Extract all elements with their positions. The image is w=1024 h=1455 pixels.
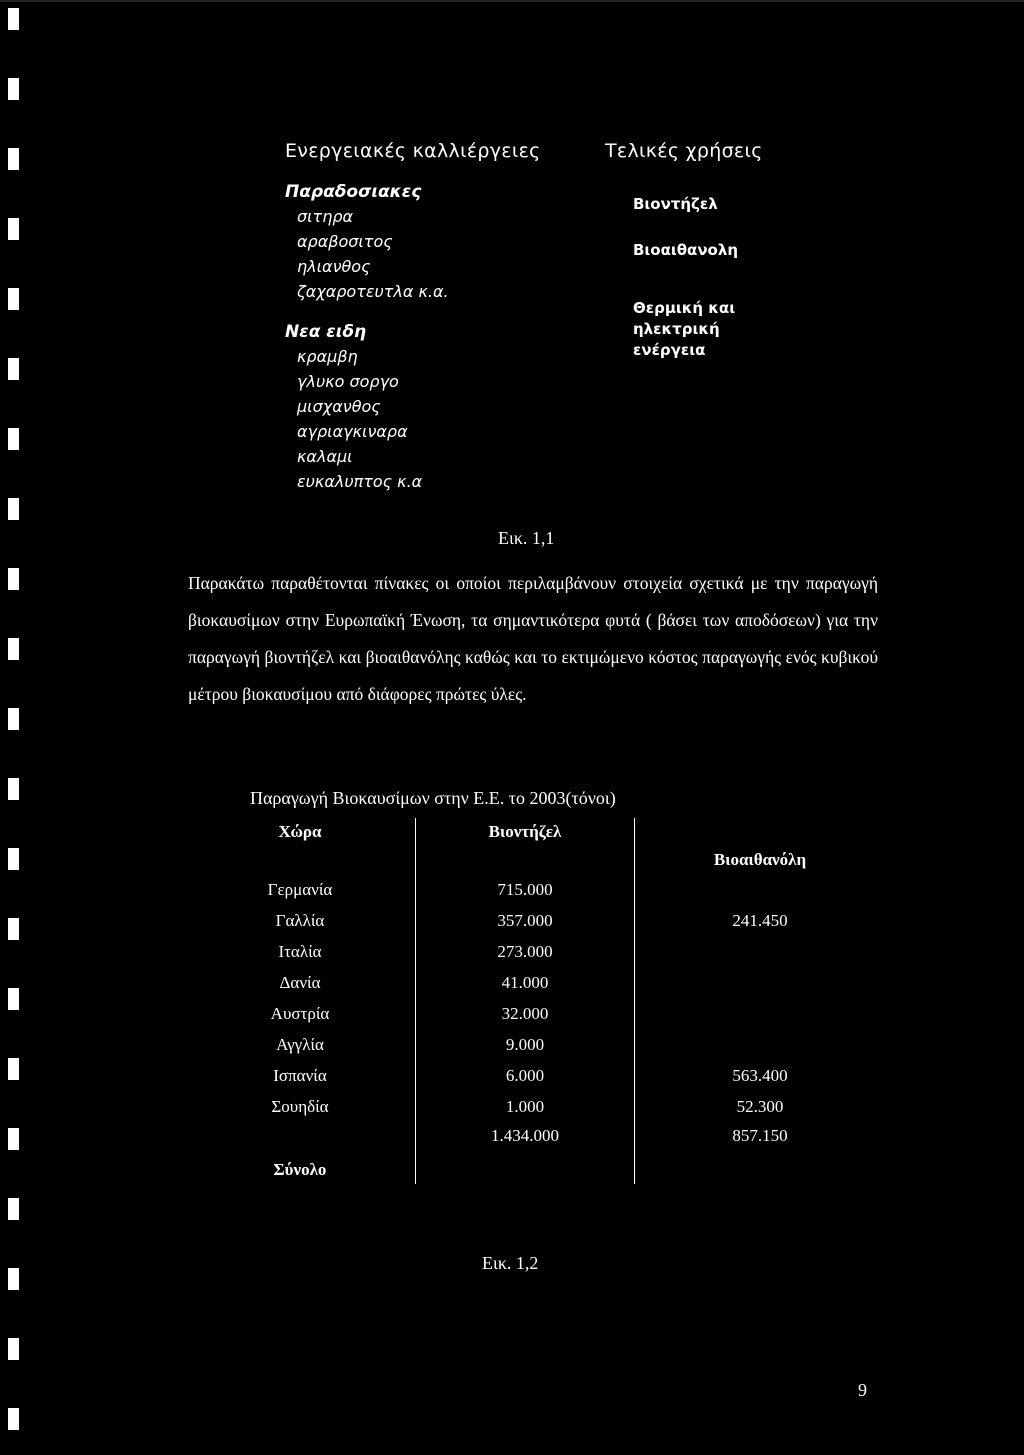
table-title: Παραγωγή Βιοκαυσίμων στην Ε.Ε. το 2003(τόνοι) bbox=[250, 788, 616, 808]
cell-country: Αγγλία bbox=[276, 1034, 324, 1054]
table-row bbox=[185, 1029, 885, 1060]
table-row bbox=[185, 905, 885, 936]
list-item: ζαχαροτευτλα κ.α. bbox=[297, 282, 449, 301]
header-country: Χώρα bbox=[278, 822, 322, 841]
list-item: αραβοσιτος bbox=[297, 232, 393, 251]
list-item: αγριαγκιναρα bbox=[297, 422, 408, 441]
cell-biodiesel: 1.000 bbox=[416, 1091, 635, 1122]
cell-biodiesel: 6.000 bbox=[416, 1060, 635, 1091]
final-uses-header: Τελικές χρήσεις bbox=[605, 140, 763, 162]
use-biodiesel: Βιοντήζελ bbox=[633, 195, 718, 213]
final-uses-column bbox=[605, 140, 825, 361]
use-heat-electricity: Θερμική και ηλεκτρική ενέργεια bbox=[633, 299, 736, 359]
cell-bioethanol: 563.400 bbox=[635, 1060, 886, 1091]
traditional-crops-title: Παραδοσιακες bbox=[285, 182, 422, 202]
cell-biodiesel: 273.000 bbox=[416, 936, 635, 967]
use-bioethanol: Βιοαιθανολη bbox=[633, 241, 739, 259]
top-border bbox=[0, 0, 1024, 2]
cell-bioethanol: 241.450 bbox=[635, 905, 886, 936]
figure-caption-1: Εικ. 1,1 bbox=[498, 528, 555, 548]
body-paragraph: Παρακάτω παραθέτονται πίνακες οι οποίοι περιλαμβάνουν στοιχεία σχετικά με την παραγωγή βιοκαυσίμων στην Ευρωπαϊκή Ένωση, τα σημαντικότερα φυτά ( βάσει των αποδόσεων) για την παραγωγή βιοντήζελ και βιοαιθανόλης καθώς και το εκτιμώμενο κόστος παραγωγής ενός κυβικού μέτρου βιοκαυσίμου από διάφορες πρώτες ύλες. bbox=[188, 573, 878, 704]
table-header-row bbox=[185, 818, 885, 874]
new-crops-title: Νεα ειδη bbox=[285, 322, 367, 342]
cell-biodiesel: 32.000 bbox=[416, 998, 635, 1029]
cell-country: Δανία bbox=[279, 972, 321, 992]
cell-country: Σουηδία bbox=[271, 1096, 329, 1116]
list-item: κραμβη bbox=[297, 347, 358, 366]
cell-country: Αυστρία bbox=[270, 1003, 330, 1023]
table-total-row bbox=[185, 1122, 885, 1184]
table-row bbox=[185, 874, 885, 905]
cell-biodiesel: 715.000 bbox=[416, 874, 635, 905]
film-sprocket-strip bbox=[0, 0, 22, 1455]
cell-bioethanol bbox=[635, 967, 886, 998]
table-row bbox=[185, 936, 885, 967]
energy-crops-header: Ενεργειακές καλλιέργειες bbox=[285, 140, 541, 162]
total-label: Σύνολο bbox=[273, 1160, 327, 1179]
page-number: 9 bbox=[858, 1380, 867, 1400]
cell-country: Γερμανία bbox=[267, 879, 333, 899]
cell-country: Ιταλία bbox=[278, 941, 322, 961]
list-item: μισχανθος bbox=[297, 397, 381, 416]
header-biodiesel: Βιοντήζελ bbox=[416, 818, 635, 874]
traditional-crops-list bbox=[285, 204, 565, 304]
cell-bioethanol bbox=[635, 1029, 886, 1060]
cell-biodiesel: 357.000 bbox=[416, 905, 635, 936]
cell-country: Γαλλία bbox=[275, 910, 325, 930]
list-item: γλυκο σοργο bbox=[297, 372, 399, 391]
new-crops-list bbox=[285, 344, 565, 494]
figure-caption-2: Εικ. 1,2 bbox=[482, 1253, 539, 1273]
energy-crops-column bbox=[285, 140, 565, 494]
cell-bioethanol bbox=[635, 874, 886, 905]
cell-biodiesel: 9.000 bbox=[416, 1029, 635, 1060]
biofuel-production-table bbox=[185, 818, 885, 1184]
header-bioethanol: Βιοαιθανόλη bbox=[635, 818, 886, 874]
list-item: σιτηρα bbox=[297, 207, 354, 226]
cell-country: Ισπανία bbox=[273, 1065, 327, 1085]
table-row bbox=[185, 967, 885, 998]
cell-bioethanol: 52.300 bbox=[635, 1091, 886, 1122]
list-item: καλαμι bbox=[297, 447, 353, 466]
cell-bioethanol bbox=[635, 998, 886, 1029]
table-row bbox=[185, 1060, 885, 1091]
total-biodiesel: 1.434.000 bbox=[416, 1122, 635, 1184]
table-row bbox=[185, 998, 885, 1029]
cell-biodiesel: 41.000 bbox=[416, 967, 635, 998]
total-bioethanol: 857.150 bbox=[635, 1122, 886, 1184]
cell-bioethanol bbox=[635, 936, 886, 967]
list-item: ευκαλυπτος κ.α bbox=[297, 472, 423, 491]
list-item: ηλιανθος bbox=[297, 257, 371, 276]
table-row bbox=[185, 1091, 885, 1122]
